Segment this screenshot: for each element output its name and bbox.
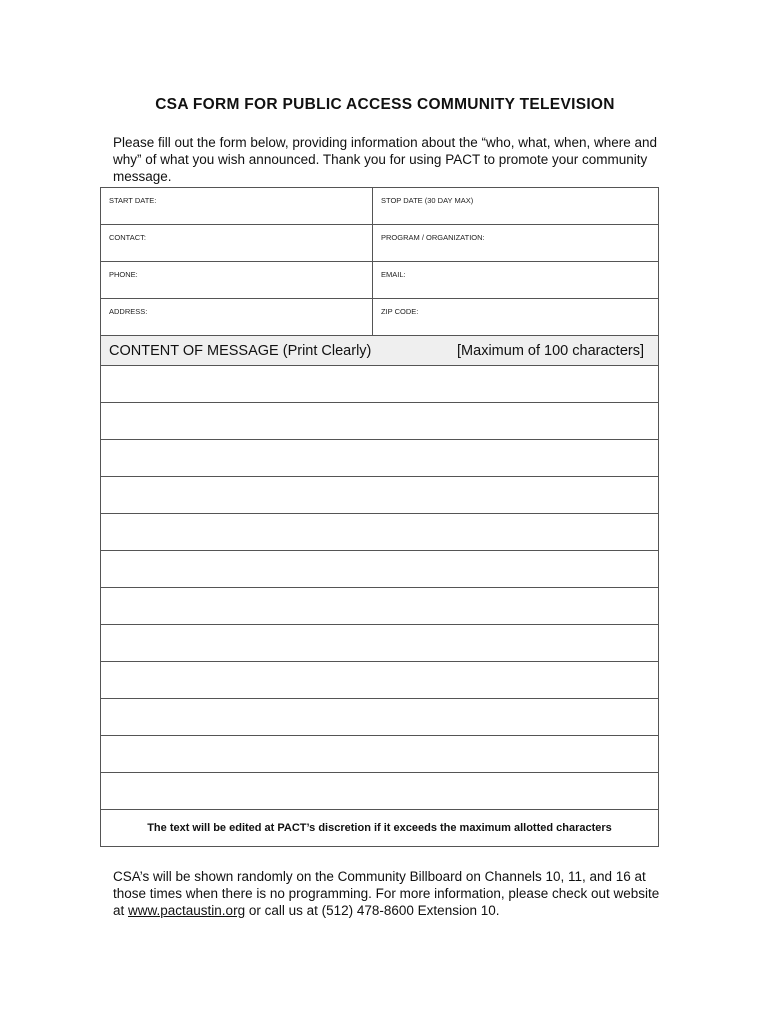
message-line-5[interactable] [101, 514, 659, 551]
zip-field[interactable] [373, 299, 659, 336]
phone-label: PHONE: [109, 270, 138, 279]
phone-field[interactable] [101, 262, 373, 299]
form-row-address [101, 299, 659, 336]
message-line-12[interactable] [101, 773, 659, 810]
page-title: CSA FORM FOR PUBLIC ACCESS COMMUNITY TELEVISION [155, 96, 615, 113]
message-line-3[interactable] [101, 440, 659, 477]
message-header-row [101, 336, 659, 366]
closing-text-before: CSA’s will be shown randomly on the Community Billboard on Channels 10, 11, and 16 at those times when there is no programming. For more information, please check out website at [113, 869, 660, 918]
message-line-6[interactable] [101, 551, 659, 588]
message-line-11[interactable] [101, 736, 659, 773]
address-label: ADDRESS: [109, 307, 148, 316]
email-field[interactable] [373, 262, 659, 299]
start-date-field[interactable] [101, 188, 373, 225]
website-link[interactable]: www.pactaustin.org [128, 903, 246, 918]
message-heading: CONTENT OF MESSAGE (Print Clearly) [109, 342, 372, 359]
message-line-7[interactable] [101, 588, 659, 625]
program-label: PROGRAM / ORGANIZATION: [381, 233, 485, 242]
form-row-dates [101, 188, 659, 225]
stop-date-label: STOP DATE (30 DAY MAX) [381, 196, 474, 205]
start-date-label: START DATE: [109, 196, 157, 205]
address-field[interactable] [101, 299, 373, 336]
closing-paragraph [113, 868, 673, 919]
contact-field[interactable] [101, 225, 373, 262]
form-row-contact [101, 225, 659, 262]
email-label: EMAIL: [381, 270, 406, 279]
intro-paragraph: Please fill out the form below, providing information about the “who, what, when, where and why” of what you wish announced. Thank you for using PACT to promote your community message. [113, 135, 658, 184]
message-line-9[interactable] [101, 662, 659, 699]
form-row-phone [101, 262, 659, 299]
program-field[interactable] [373, 225, 659, 262]
message-line-1[interactable] [101, 366, 659, 403]
message-line-10[interactable] [101, 699, 659, 736]
message-line-2[interactable] [101, 403, 659, 440]
message-limit: [Maximum of 100 characters] [457, 342, 644, 359]
closing-text-after: or call us at (512) 478-8600 Extension 10. [245, 903, 500, 918]
message-line-4[interactable] [101, 477, 659, 514]
stop-date-field[interactable] [373, 188, 659, 225]
zip-label: ZIP CODE: [381, 307, 419, 316]
contact-label: CONTACT: [109, 233, 146, 242]
footer-note: The text will be edited at PACT’s discretion if it exceeds the maximum allotted characters [101, 810, 659, 847]
footer-note-row [101, 810, 659, 847]
csa-form-table [100, 187, 659, 847]
message-line-8[interactable] [101, 625, 659, 662]
